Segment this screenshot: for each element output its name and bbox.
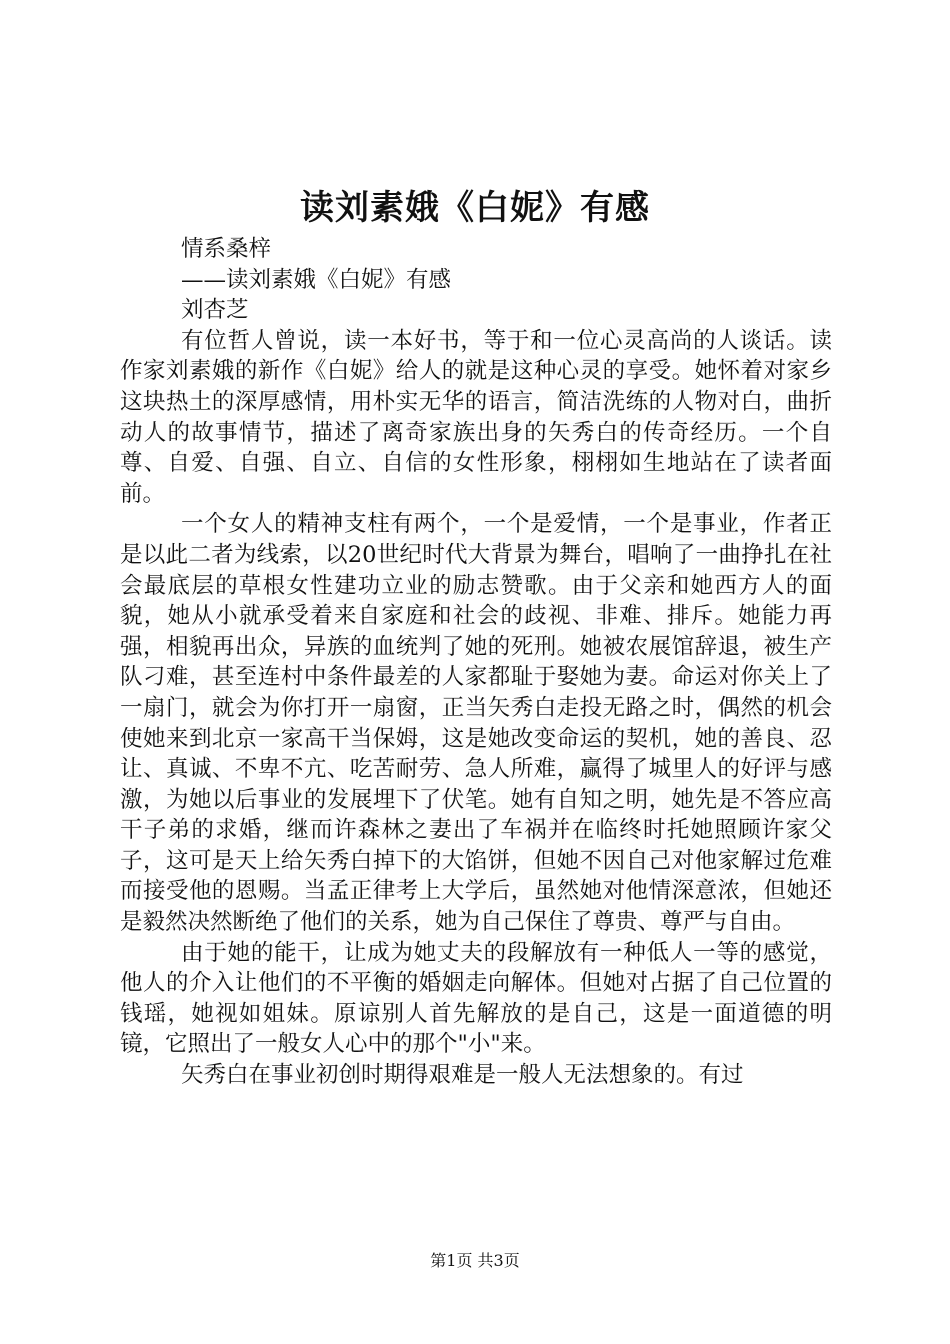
- document-body: [120, 234, 832, 1091]
- paragraph: 由于她的能干，让成为她丈夫的段解放有一种低人一等的感觉，他人的介入让他们的不平衡的婚姻走向解体。但她对占据了自己位置的钱瑶，她视如姐妹。原谅别人首先解放的是自己，这是一面道德的明镜，它照出了一般女人心中的那个"小"来。: [120, 939, 832, 1058]
- subtitle-line: 情系桑梓: [181, 236, 272, 262]
- subtitle-line: ——读刘素娥《白妮》有感: [181, 266, 452, 293]
- paragraph: 矢秀白在事业初创时期得艰难是一般人无法想象的。有过: [181, 1062, 744, 1089]
- document-title: 读刘素娥《白妮》有感: [300, 188, 650, 228]
- paragraph: 有位哲人曾说，读一本好书，等于和一位心灵高尚的人谈话。读作家刘素娥的新作《白妮》给人的就是这种心灵的享受。她怀着对家乡这块热土的深厚感情，用朴实无华的语言，简洁洗练的人物对白，曲折动人的故事情节，描述了离奇家族出身的矢秀白的传奇经历。一个自尊、自爱、自强、自立、自信的女性形象，栩栩如生地站在了读者面前。: [120, 327, 832, 507]
- author-line: 刘杏芝: [181, 297, 249, 324]
- page-footer: 第1页 共3页: [430, 1251, 520, 1270]
- paragraph: 一个女人的精神支柱有两个，一个是爱情，一个是事业，作者正是以此二者为线索，以20世纪时代大背景为舞台，唱响了一曲挣扎在社会最底层的草根女性建功立业的励志赞歌。由于父亲和她西方人的面貌，她从小就承受着来自家庭和社会的歧视、非难、排斥。她能力再强，相貌再出众，异族的血统判了她的死刑。她被农展馆辞退，被生产队刁难，甚至连村中条件最差的人家都耻于娶她为妻。命运对你关上了一扇门，就会为你打开一扇窗，正当矢秀白走投无路之时，偶然的机会使她来到北京一家高干当保姆，这是她改变命运的契机，她的善良、忍让、真诚、不卑不亢、吃苦耐劳、急人所难，赢得了城里人的好评与感激，为她以后事业的发展埋下了伏笔。她有自知之明，她先是不答应高干子弟的求婚，继而许森林之妻出了车祸并在临终时托她照顾许家父子，这可是天上给矢秀白掉下的大馅饼，但她不因自己对他家解过危难而接受他的恩赐。当孟正律考上大学后，虽然她对他情深意浓，但她还是毅然决然断绝了他们的关系，她为自己保住了尊贵、尊严与自由。: [120, 511, 832, 936]
